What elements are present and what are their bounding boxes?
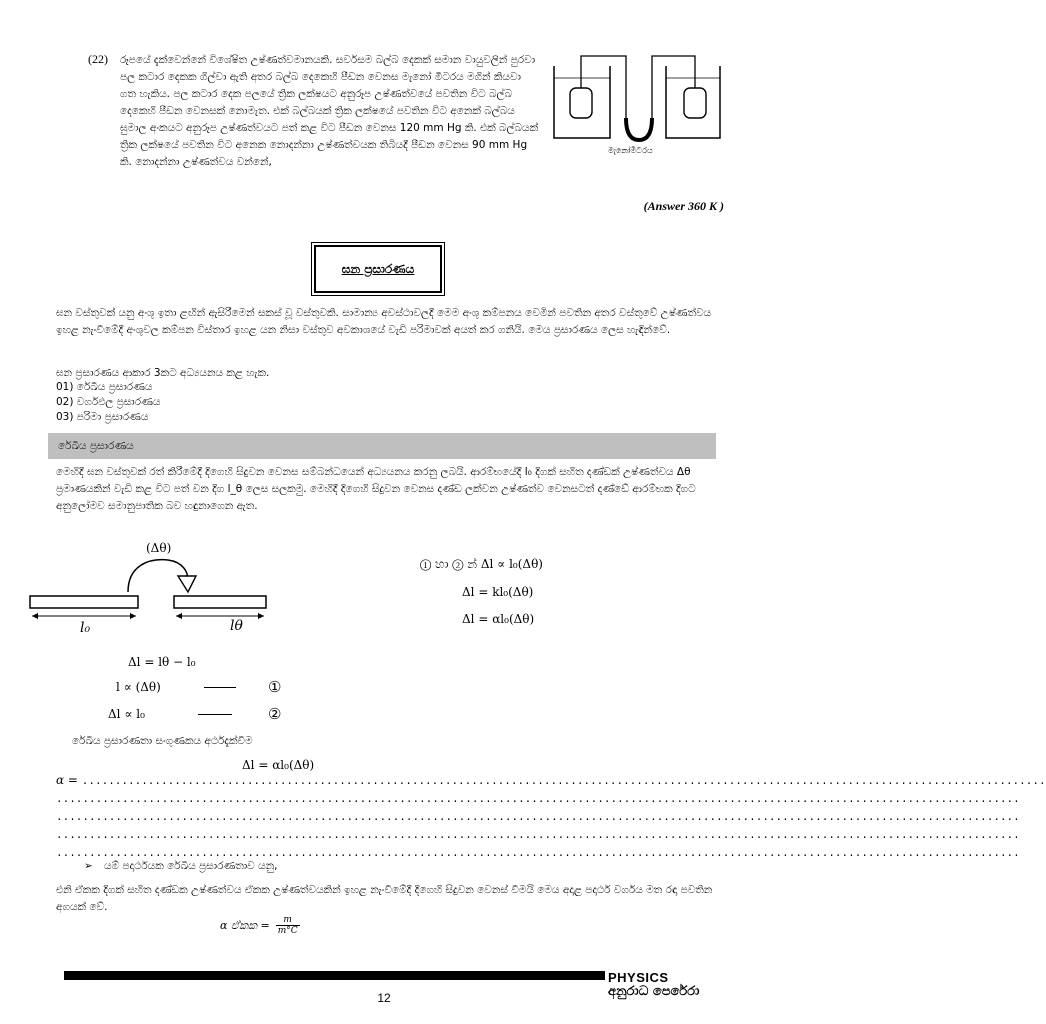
linear-heading-bar (48, 433, 716, 459)
l0-label: l₀ (80, 620, 91, 636)
page-number: 12 (377, 991, 391, 1005)
divider (198, 714, 232, 715)
footer-subject: PHYSICS (608, 970, 669, 985)
linear-text: මෙහිදී ඝන වස්තුවක් රත් කිරීමේදී දිගෙහි සිදුවන වෙනස සම්බන්ධයෙන් අධ්‍යයනය කරනු ලබයි. ආරම්භයේදී l₀ දිගක් සහිත දණ්ඩක් උෂ්ණත්වය Δθ ප්‍රමාණයකින් වැඩි කළ විට පත් වන දිග l_θ ලෙස සලකමු. මෙහිදී දිගෙහි සිදුවන වෙනස දණ්ඩ ලක්වන උෂ්ණත්ව වෙනසටත් දණ්ඩේ ආරම්භක දිගට අනුලෝමව සමානුපාතික බව හඳුනාගෙන ඇත. (56, 466, 696, 512)
eq-k: Δl = kl₀(Δθ) (462, 585, 534, 599)
eq-delta-l: Δl = lθ − l₀ (128, 655, 196, 669)
unit-formula: α ඒකක = $\frac{m}{m^\circ C}$ (220, 915, 298, 936)
eq-combine: ① හා ② න් Δl ∝ l₀(Δθ) (420, 557, 543, 571)
manometer-diagram (548, 48, 723, 158)
divider (204, 687, 236, 688)
answer-line: .................................................................................................................................................. (56, 794, 1020, 806)
linear-heading: රේඛීය ප්‍රසාරණය (58, 439, 134, 452)
answer-line: .................................................................................................................................................. (56, 830, 1020, 842)
answer: (Answer 360 K ) (643, 199, 724, 213)
unit-fraction: $\frac{m}{m^\circ C}$ (277, 915, 298, 936)
list-item: 03) පරිමා ප්‍රසාරණය (56, 411, 149, 423)
list-item: 01) රේඛීය ප්‍රසාරණය (56, 381, 153, 393)
bullet-text: යම් පදාර්ථයක රේඛීය ප්‍රසාරණතාව යනු, (104, 860, 278, 872)
marker-1: ① (268, 678, 282, 696)
manometer-label: මැනෝමීටරය (608, 146, 653, 155)
intro-text: ඝන වස්තුවක් යනු අංශු ඉතා ළඟින් ඇසිරීමෙන් සකස් වූ වස්තුවකි. සාමාන්‍ය අවස්ථාවලදී මෙම අංශු කම්පනය වෙමින් පවතින අතර වස්තුවේ උෂ්ණත්වය ඉහළ නැංවීමේදී අංශුවල කම්පන විස්තාර ඉහළ යන නිසා වස්තුව අවකාශයේ වැඩි පරිමාවක් අයත් කර ගනියි. මෙය ප්‍රසාරණය ලෙස හැඳින්වේ. (56, 307, 712, 336)
eq-center: Δl = αl₀(Δθ) (242, 758, 315, 772)
answer-line: α = .................................................................................................................................................. (56, 773, 1046, 788)
types-intro: ඝන ප්‍රසාරණය ආකාර 3කට අධ්‍යයනය කළ හැක. (56, 367, 270, 379)
marker-2: ② (268, 705, 282, 723)
answer-line: .................................................................................................................................................. (56, 812, 1020, 824)
eq-1: l ∝ (Δθ) (116, 680, 161, 694)
list-item: 02) වර්ගඵල ප්‍රසාරණය (56, 396, 161, 408)
footer-author: අනුරාධ පෙරේරා (608, 984, 700, 999)
bullet-arrow-icon: ➢ (84, 860, 93, 872)
eq-2: Δl ∝ l₀ (108, 707, 145, 721)
footer-bar (64, 971, 605, 980)
definition-text: එනි ඒකක දිගක් සහිත දණ්ඩක උෂ්ණත්වය ඒකක උෂ්ණත්වයකින් ඉහළ නැංවීමේදී දිගෙහි සිදුවන වෙනස් වීමයි මෙය අදාළ පදාර්ථ වර්ගය මත රඳා පවතින අගයක් වේ. (56, 884, 713, 913)
answer-line: .................................................................................................................................................. (56, 848, 1020, 860)
types-list (56, 380, 160, 425)
question-text: රූපයේ දැක්වෙන්නේ විශේෂිත උෂ්ණත්වමානයකි. සර්වසම බල්බ දෙකක් සමාන වායුවලින් පුරවා පල කටාර දෙකක ගිල්වා ඇති අතර බල්බ දෙකෙහි පීඩන වෙනස මැනෝ මීටරය මගින් කියවා ගත හැකිය. පල කටාර දෙක පලයේ ත්‍රික ලක්ෂයට අනුරූප උෂ්ණත්වයේ පවතින විට බල්බ දෙකෙහි පීඩන වෙනසක් නොමැත. එක් බල්බයක් ත්‍රික ලක්ෂයේ පවතින විට අනෙක් බල්බය ඝුමාල අංකයට අනුරූප උෂ්ණත්වයට පත් කළ විට පීඩන වෙනස 120 mm Hg කි. එක් බල්බයක් ත්‍රික ලක්ෂයේ පවතින විට අනෙක නොදන්නා උෂ්ණත්වයක තිබියදී පීඩන වෙනස 90 mm Hg කි. නොදන්නා උෂ්ණත්වය වන්නේ, (120, 54, 539, 168)
section-title: ඝන ප්‍රසාරණය (314, 245, 442, 293)
ltheta-label: lθ (230, 618, 243, 634)
coef-definition-heading: රේඛීය ප්‍රසාරණතා සංගුණකය අර්ථදැක්වීම (72, 735, 253, 747)
question-number: (22) (88, 52, 108, 66)
eq-alpha: Δl = αl₀(Δθ) (462, 612, 535, 626)
delta-theta-label: (Δθ) (146, 541, 172, 555)
